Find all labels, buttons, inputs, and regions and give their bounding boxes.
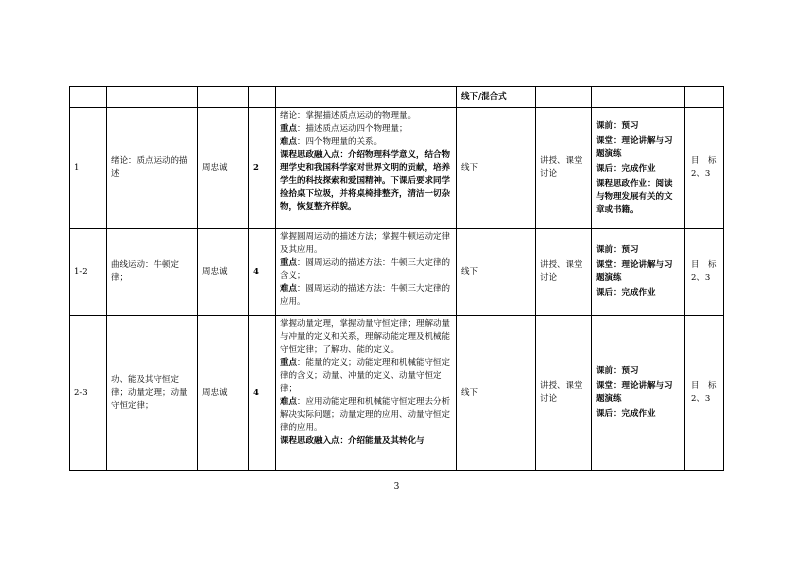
row-target: 目 标2、3	[685, 108, 724, 229]
arrangement-item: 课程思政作业：阅读与物理发展有关的文章或书籍。	[596, 178, 673, 215]
arrangement-item: 课堂：理论讲解与习题演练	[596, 135, 673, 159]
arrangement-item: 课后：完成作业	[596, 409, 656, 419]
content-line: 难点：圆周运动的描述方法：牛顿三大定律的应用。	[280, 284, 451, 307]
content-line: 课程思政融入点：介绍能量及其转化与	[280, 436, 425, 446]
arrangement-item: 课堂：理论讲解与习题演练	[596, 381, 673, 404]
row-topic: 绪论：质点运动的描述	[107, 108, 198, 229]
row-method: 讲授、课堂讨论	[536, 108, 592, 229]
row-teacher: 周忠诚	[198, 316, 249, 471]
row-seq: 1-2	[70, 229, 107, 316]
page-number: 3	[393, 482, 400, 492]
row-mode: 线下	[457, 316, 536, 471]
schedule-table	[69, 86, 724, 471]
row-hours: 4	[249, 316, 276, 471]
row-target: 目 标2、3	[685, 316, 724, 471]
row-hours: 2	[249, 108, 276, 229]
arrangement-item: 课后：完成作业	[596, 163, 656, 174]
row-teacher: 周忠诚	[198, 108, 249, 229]
header-cell	[249, 87, 276, 108]
content-line: 绪论：掌握描述质点运动的物理量。	[280, 111, 417, 121]
content-line: 掌握动量定理，掌握动量守恒定律；理解动量与冲量的定义和关系，理解动能定理及机械能守恒定律；了解功、能的定义。	[280, 319, 451, 355]
header-cell	[685, 87, 724, 108]
row-hours: 4	[249, 229, 276, 316]
row-mode: 线下	[457, 108, 536, 229]
row-method: 讲授、课堂讨论	[536, 316, 592, 471]
content-line: 难点：四个物理量的关系。	[280, 137, 383, 147]
content-line: 难点：应用动能定理和机械能守恒定理去分析解决实际问题；动量定理的应用、动量守恒定律的应用。	[280, 397, 451, 433]
table-row	[70, 108, 724, 229]
header-cell	[276, 87, 457, 108]
arrangement-item: 课前：预习	[596, 245, 639, 255]
content-line: 课程思政融入点：介绍物理科学意义，结合物理学史和我国科学家对世界文明的贡献，培养学生的科技探索和爱国精神。下课后要求同学捡拾桌下垃圾，并将桌椅排整齐，清洁一切杂物，恢复整齐样貌。	[280, 150, 451, 212]
table-row	[70, 316, 724, 471]
row-content	[276, 108, 457, 229]
row-arrangement	[592, 108, 685, 229]
header-cell	[592, 87, 685, 108]
row-mode: 线下	[457, 229, 536, 316]
table-row	[70, 229, 724, 316]
row-content	[276, 316, 457, 471]
row-content	[276, 229, 457, 316]
row-arrangement	[592, 316, 685, 471]
row-seq: 2-3	[70, 316, 107, 471]
arrangement-item: 课前：预习	[596, 120, 639, 131]
header-cell	[536, 87, 592, 108]
content-line: 重点：描述质点运动四个物理量；	[280, 124, 408, 134]
row-target: 目 标2、3	[685, 229, 724, 316]
row-topic: 功、能及其守恒定律；动量定理；动量守恒定律；	[107, 316, 198, 471]
arrangement-item: 课堂：理论讲解与习题演练	[596, 260, 673, 283]
row-seq: 1	[70, 108, 107, 229]
header-mode-label: 线下/混合式	[457, 87, 536, 108]
content-line: 重点：能量的定义；动能定理和机械能守恒定律的含义；动量、冲量的定义、动量守恒定律；	[280, 358, 451, 394]
row-topic: 曲线运动：牛顿定律；	[107, 229, 198, 316]
arrangement-item: 课前：预习	[596, 366, 639, 376]
arrangement-item: 课后：完成作业	[596, 288, 656, 298]
header-cell	[70, 87, 107, 108]
content-line: 重点：圆周运动的描述方法：牛顿三大定律的含义；	[280, 258, 451, 281]
header-cell	[107, 87, 198, 108]
row-arrangement	[592, 229, 685, 316]
row-teacher: 周忠诚	[198, 229, 249, 316]
content-line: 掌握圆周运动的描述方法；掌握牛顿运动定律及其应用。	[280, 232, 451, 255]
table-header-row	[70, 87, 724, 108]
header-cell	[198, 87, 249, 108]
row-method: 讲授、课堂讨论	[536, 229, 592, 316]
